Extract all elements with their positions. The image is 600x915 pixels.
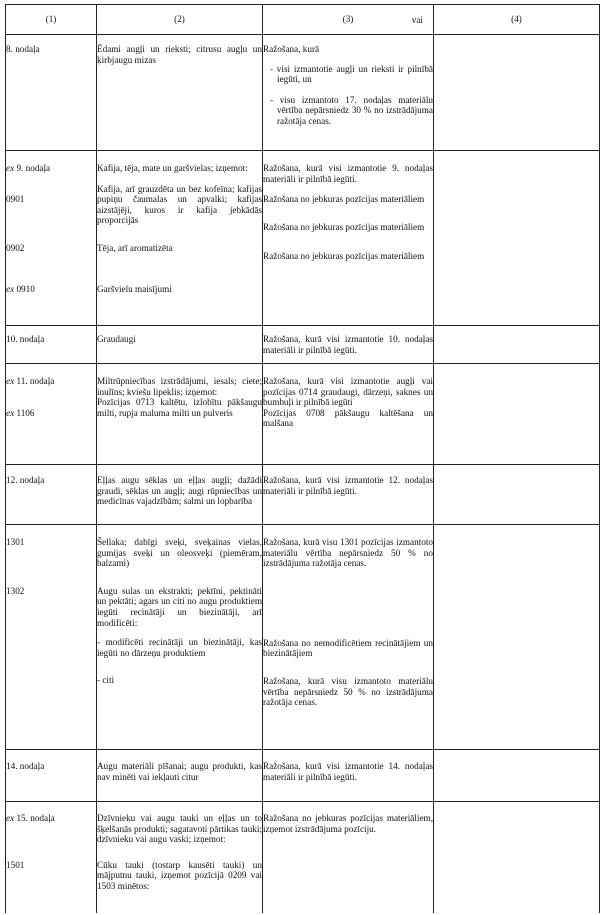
- header-col1: (1): [6, 5, 97, 35]
- table-row: [6, 750, 600, 802]
- description-cell: [97, 802, 263, 913]
- heading-code: 0901: [6, 193, 25, 204]
- heading-cell: [6, 465, 97, 525]
- alt-rule-cell: [434, 35, 600, 151]
- rule-text: Ražošana, kurā visi izmantotie 9. nodaļas materiāli ir pilnībā iegūti.: [263, 163, 433, 184]
- rule-cell: [263, 364, 434, 465]
- description-cell: [97, 151, 263, 326]
- heading-code: 1301: [6, 537, 25, 547]
- description-text: Augu materiāli pīšanai; augu produkti, kas nav minēti vai iekļauti citur: [97, 761, 262, 782]
- heading-code: ex 1106: [6, 407, 35, 418]
- heading-code: 0902: [6, 243, 25, 254]
- heading-cell: [6, 525, 97, 750]
- rule-cell: [263, 35, 434, 151]
- description-text: Augu sulas un ekstrakti; pektīni, pektināti un pektāti; agars un citi no augu produktiem iegūti recinātāji un biezinātāji, arī modificēti:: [97, 585, 262, 628]
- rule-text: Pozīcijas 0708 pākšaugu kaltēšana un malšana: [263, 407, 433, 429]
- rule-text: Ražošana, kurā visi izmantotie 12. nodaļas materiāli ir pilnībā iegūti.: [263, 475, 433, 496]
- description-cell: [97, 364, 263, 465]
- table-row: [6, 802, 600, 913]
- description-text: - modificēti recinātāji un biezinātāji, kas iegūti no dārzeņu produktiem: [97, 637, 262, 658]
- or-label: vai: [411, 15, 423, 25]
- heading-code: ex 11. nodaļa: [6, 376, 55, 386]
- heading-cell: [6, 326, 97, 364]
- rule-item: - visi izmantotie augļi un rieksti ir pilnībā iegūti, un: [270, 63, 433, 85]
- description-text: Šellaka; dabīgi sveķi, sveķainas vielas, gumijas sveķi un oleosveķi (piemēram, balzami): [97, 537, 262, 569]
- description-text: Tēja, arī aromatizēta: [97, 242, 173, 253]
- rules-of-origin-table: [5, 4, 600, 913]
- heading-code: 1302: [6, 585, 25, 596]
- heading-cell: [6, 151, 97, 326]
- rule-cell: [263, 525, 434, 750]
- table-row: [6, 326, 600, 364]
- heading-code: 14. nodaļa: [6, 761, 45, 771]
- description-cell: [97, 326, 263, 364]
- rule-text: Ražošana no jebkuras pozīcijas materiāliem: [263, 221, 425, 232]
- description-cell: [97, 525, 263, 750]
- heading-cell: [6, 364, 97, 465]
- heading-code: ex 9. nodaļa: [6, 163, 51, 173]
- header-row: [6, 5, 600, 35]
- header-col3: [263, 5, 434, 35]
- rule-text: Ražošana, kurā visi izmantotie augļi vai pozīcijas 0714 graudaugi, dārzeņi, saknes un bumbuļi ir pilnībā iegūti: [263, 376, 433, 408]
- description-text: Kafija, tēja, mate un garšvielas; izņemot:: [97, 163, 248, 173]
- rule-cell: [263, 750, 434, 802]
- heading-code: ex 15. nodaļa: [6, 813, 55, 823]
- description-text: Garšvielu maisījumi: [97, 283, 172, 294]
- alt-rule-cell: [434, 364, 600, 465]
- description-text: Graudaugi: [97, 334, 136, 344]
- table-row: [6, 151, 600, 326]
- heading-code: 8. nodaļa: [6, 44, 40, 54]
- rule-cell: [263, 465, 434, 525]
- rule-text: Ražošana no nemodificētiem recinātājiem un biezinātājiem: [263, 637, 433, 659]
- rule-text: Ražošana, kurā visu izmantoto materiālu vērtība nepārsniedz 50 % no izstrādājuma ražotāja cenas.: [263, 675, 433, 708]
- table-row: [6, 465, 600, 525]
- heading-code: 10. nodaļa: [6, 334, 45, 344]
- header-col3-label: (3): [342, 14, 354, 25]
- table-row: [6, 364, 600, 465]
- alt-rule-cell: [434, 802, 600, 913]
- rule-text: Ražošana no jebkuras pozīcijas materiāliem: [263, 251, 425, 262]
- table-row: [6, 525, 600, 750]
- alt-rule-cell: [434, 525, 600, 750]
- alt-rule-cell: [434, 750, 600, 802]
- alt-rule-cell: [434, 151, 600, 326]
- heading-cell: [6, 35, 97, 151]
- description-text: Kafija, arī grauzdēta un bez kofeīna; kafijas pupiņu čaumalas un apvalki; kafijas aizstājēji, kuros ir kafija jebkādās proporcijās: [97, 183, 262, 226]
- heading-code: 12. nodaļa: [6, 475, 45, 485]
- description-text: Ēdami augļi un rieksti; citrusu augļu un ķirbjaugu mizas: [97, 44, 262, 65]
- description-text: Eļļas augu sēklas un eļļas augļi; dažādi graudi, sēklas un augļi; augi rūpniecības un medicīnas vajadzībām; salmi un lopbarība: [97, 475, 262, 507]
- description-text: Miltrūpniecības izstrādājumi, iesals; ciete; inulīns; kviešu lipeklis; izņemot:: [97, 376, 262, 397]
- heading-cell: [6, 750, 97, 802]
- rule-text: Ražošana, kurā visi izmantotie 14. nodaļas materiāli ir pilnībā iegūti.: [263, 761, 433, 782]
- header-col4: (4): [434, 5, 600, 35]
- heading-code: ex 0910: [6, 283, 35, 294]
- description-text: Cūku tauki (tostarp kausēti tauki) un mājputnu tauki, izņemot pozīcijā 0209 vai 1503 minētos:: [97, 859, 262, 891]
- rule-text: Ražošana, kurā visu 1301 pozīcijas izmantoto materiālu vērtība nepārsniedz 50 % no izstrādājuma ražotāja cenas.: [263, 537, 433, 569]
- description-text: Dzīvnieku vai augu tauki un eļļas un to šķelšanās produkti; sagatavoti pārtikas tauki; dzīvnieku vai augu vaski; izņemot:: [97, 813, 262, 845]
- rule-text: Ražošana, kurā visi izmantotie 10. nodaļas materiāli ir pilnībā iegūti.: [263, 334, 433, 355]
- rule-item: - visu izmantoto 17. nodaļas materiālu vērtība nepārsniedz 30 % no izstrādājuma ražotāja cenas.: [270, 94, 433, 126]
- description-cell: [97, 465, 263, 525]
- alt-rule-cell: [434, 326, 600, 364]
- description-text: - citi: [97, 675, 115, 686]
- rule-text: Ražošana no jebkuras pozīcijas materiāliem, izņemot izstrādājuma pozīciju.: [263, 813, 433, 834]
- heading-cell: [6, 802, 97, 913]
- rule-cell: [263, 326, 434, 364]
- rule-cell: [263, 802, 434, 913]
- header-col2: (2): [97, 5, 263, 35]
- table-row: [6, 35, 600, 151]
- rule-text: Ražošana, kurā - visi izmantotie augļi un rieksti ir pilnībā iegūti, un - visu izmantoto 17. nodaļas materiālu vērtība nepārsniedz 30 % no izstrādājuma ražotāja cenas.: [263, 44, 433, 126]
- description-cell: [97, 35, 263, 151]
- description-cell: [97, 750, 263, 802]
- rule-text: Ražošana no jebkuras pozīcijas materiāliem: [263, 194, 425, 205]
- heading-code: 1501: [6, 859, 25, 870]
- alt-rule-cell: [434, 465, 600, 525]
- description-text: Pozīcijas 0713 kaltētu, izlobītu pākšaugu milti, rupja maluma milti un pulveris: [97, 397, 262, 418]
- rule-cell: [263, 151, 434, 326]
